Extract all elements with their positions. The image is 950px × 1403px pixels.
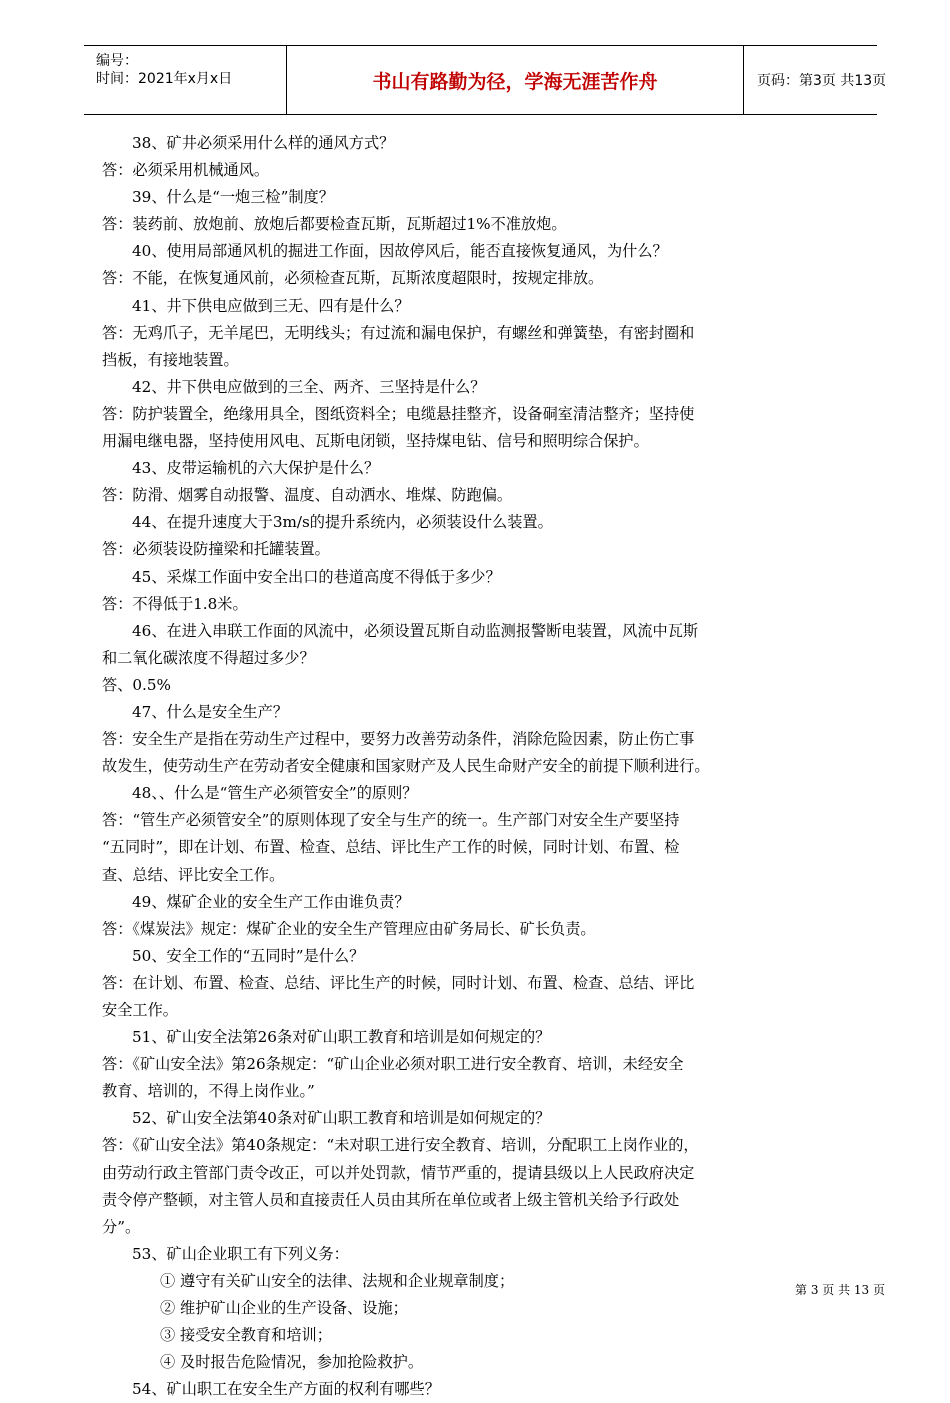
answer-line: 答：不得低于1.8米。 [102,594,248,613]
question-line: 41、井下供电应做到三无、四有是什么？ [132,296,410,315]
answer-line: 答：《矿山安全法》第26条规定：“矿山企业必须对职工进行安全教育、培训，未经安全 [102,1055,684,1074]
question-line: 45、采煤工作面中安全出口的巷道高度不得低于多少？ [132,567,501,586]
document-number-label: 编号： [96,53,138,69]
answer-line: “五同时”，即在计划、布置、检查、总结、评比生产工作的时候，同时计划、布置、检 [102,838,680,857]
header-page-number: 页码：第3页 共13页 [757,73,887,89]
answer-line: 答、0.5% [102,675,171,694]
question-line: 38、矿井必须采用什么样的通风方式？ [132,134,395,152]
answer-line: 故发生，使劳动生产在劳动者安全健康和国家财产及人民生命财产安全的前提下顺利进行。 [102,757,710,776]
answer-line: 答：在计划、布置、检查、总结、评比生产的时候，同时计划、布置、检查、总结、评比 [102,973,695,992]
list-item: ① 遵守有关矿山安全的法律、法规和企业规章制度； [160,1271,515,1290]
answer-line: 安全工作。 [102,1001,178,1019]
header-motto: 书山有路勤为径，学海无涯苦作舟 [286,46,744,114]
question-line: 49、煤矿企业的安全生产工作由谁负责？ [132,892,410,911]
answer-line: 答：无鸡爪子，无羊尾巴，无明线头；有过流和漏电保护，有螺丝和弹簧垫，有密封圈和 [102,323,695,342]
question-line: 54、矿山职工在安全生产方面的权利有哪些？ [132,1380,440,1399]
answer-line: 答：《矿山安全法》第40条规定：“未对职工进行安全教育、培训，分配职工上岗作业的， [102,1136,699,1155]
question-line: 48、、什么是“管生产必须管安全”的原则？ [132,784,418,803]
answer-line: 答：“管生产必须管安全”的原则体现了安全与生产的统一。生产部门对安全生产要坚持 [102,811,680,830]
answer-line: 答：《煤炭法》规定：煤矿企业的安全生产管理应由矿务局长、矿长负责。 [102,919,596,938]
question-line: 46、在进入串联工作面的风流中，必须设置瓦斯自动监测报警断电装置，风流中瓦斯 [132,621,699,640]
question-line: 50、安全工作的“五同时”是什么？ [132,946,365,965]
answer-line: 答：不能，在恢复通风前，必须检查瓦斯，瓦斯浓度超限时，按规定排放。 [102,269,604,288]
page-footer: 第 3 页 共 13 页 [795,1283,885,1297]
question-line: 52、矿山安全法第40条对矿山职工教育和培训是如何规定的？ [132,1109,551,1128]
answer-line: 查、总结、评比安全工作。 [102,865,285,884]
answer-line: 教育、培训的，不得上岗作业。” [102,1082,315,1101]
answer-line: 由劳动行政主管部门责令改正，可以并处罚款，情节严重的，提请县级以上人民政府决定 [102,1163,695,1182]
question-line: 和二氧化碳浓度不得超过多少？ [102,648,315,667]
list-item: ③ 接受安全教育和培训； [160,1326,332,1345]
question-line: 51、矿山安全法第26条对矿山职工教育和培训是如何规定的？ [132,1028,551,1047]
question-line: 40、使用局部通风机的掘进工作面，因故停风后，能否直接恢复通风，为什么？ [132,242,668,261]
document-time-label: 时间：2021年x月x日 [96,71,233,87]
answer-line: 答：必须装设防撞梁和托罐装置。 [102,540,330,559]
list-item: ② 维护矿山企业的生产设备、设施； [160,1299,408,1318]
answer-line: 用漏电继电器，坚持使用风电、瓦斯电闭锁，坚持煤电钻、信号和照明综合保护。 [102,432,649,451]
question-line: 47、什么是安全生产？ [132,702,289,721]
answer-line: 挡板，有接地装置。 [102,350,239,369]
answer-line: 答：防滑、烟雾自动报警、温度、自动洒水、堆煤、防跑偏。 [102,486,513,505]
answer-line: 答：安全生产是指在劳动生产过程中，要努力改善劳动条件，消除危险因素，防止伤亡事 [102,730,695,749]
answer-line: 答：防护装置全，绝缘用具全，图纸资料全；电缆悬挂整齐，设备硐室清洁整齐；坚持使 [102,404,695,423]
answer-line: 责令停产整顿，对主管人员和直接责任人员由其所在单位或者上级主管机关给予行政处 [102,1190,680,1209]
question-line: 42、井下供电应做到的三全、两齐、三坚持是什么？ [132,377,486,396]
header-meta [84,46,286,114]
question-line: 53、矿山企业职工有下列义务： [132,1244,349,1263]
question-line: 43、皮带运输机的六大保护是什么？ [132,459,380,478]
question-line: 44、在提升速度大于3m/s的提升系统内，必须装设什么装置。 [132,513,553,532]
question-line: 39、什么是“一炮三检”制度？ [132,188,334,207]
answer-line: 答：必须采用机械通风。 [102,161,270,180]
answer-line: 答：装药前、放炮前、放炮后都要检查瓦斯，瓦斯超过1%不准放炮。 [102,215,567,234]
page-header [84,45,887,115]
answer-line: 分”。 [102,1217,141,1236]
document-body [102,130,862,1403]
list-item: ④ 及时报告危险情况，参加抢险救护。 [160,1353,424,1372]
